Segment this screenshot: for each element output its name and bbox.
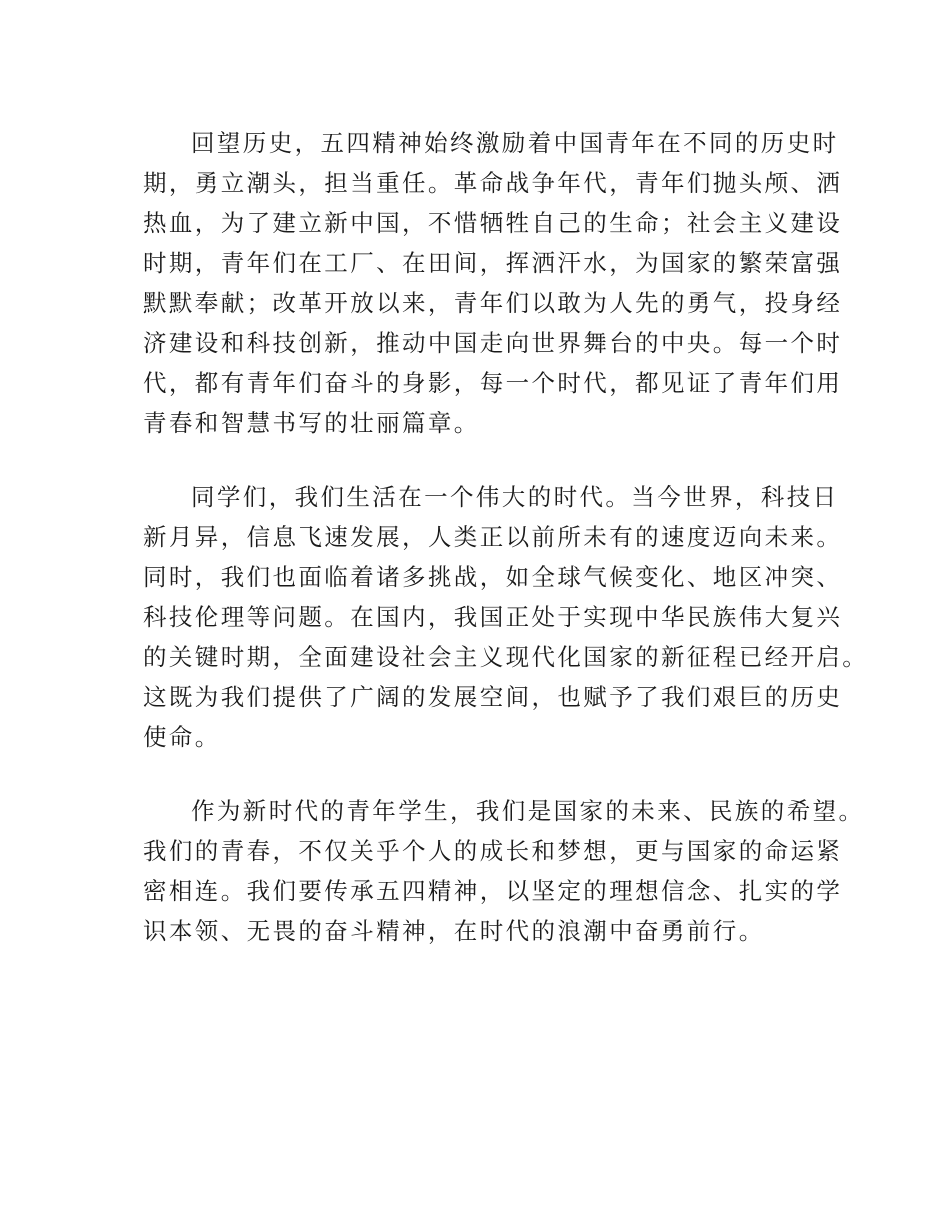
paragraph-line: 我们的青春，不仅关乎个人的成长和梦想，更与国家的命运紧 (143, 837, 843, 865)
paragraph-line: 同时，我们也面临着诸多挑战，如全球气候变化、地区冲突、 (143, 563, 843, 591)
paragraph-line: 代，都有青年们奋斗的身影，每一个时代，都见证了青年们用 (143, 369, 843, 397)
paragraph-line: 识本领、无畏的奋斗精神，在时代的浪潮中奋勇前行。 (143, 917, 765, 945)
paragraph-line: 作为新时代的青年学生，我们是国家的未来、民族的希望。 (191, 797, 865, 825)
paragraph-line: 默默奉献；改革开放以来，青年们以敢为人先的勇气，投身经 (143, 289, 843, 317)
paragraph-line: 期，勇立潮头，担当重任。革命战争年代，青年们抛头颅、洒 (143, 169, 843, 197)
paragraph-line: 时期，青年们在工厂、在田间，挥洒汗水，为国家的繁荣富强 (143, 249, 843, 277)
paragraph-line: 青春和智慧书写的壮丽篇章。 (143, 409, 480, 437)
paragraph-line: 科技伦理等问题。在国内，我国正处于实现中华民族伟大复兴 (143, 603, 843, 631)
paragraph-line: 使命。 (143, 723, 221, 751)
paragraph-line: 新月异，信息飞速发展，人类正以前所未有的速度迈向未来。 (143, 523, 843, 551)
paragraph-line: 回望历史，五四精神始终激励着中国青年在不同的历史时 (191, 129, 839, 157)
paragraph-line: 济建设和科技创新，推动中国走向世界舞台的中央。每一个时 (143, 329, 843, 357)
paragraph-line: 密相连。我们要传承五四精神，以坚定的理想信念、扎实的学 (143, 877, 843, 905)
paragraph-3 (143, 791, 865, 951)
paragraph-2 (143, 477, 869, 757)
paragraph-line: 这既为我们提供了广阔的发展空间，也赋予了我们艰巨的历史 (143, 683, 843, 711)
paragraph-line: 热血，为了建立新中国，不惜牺牲自己的生命；社会主义建设 (143, 209, 843, 237)
paragraph-line: 同学们，我们生活在一个伟大的时代。当今世界，科技日 (191, 483, 839, 511)
paragraph-line: 的关键时期，全面建设社会主义现代化国家的新征程已经开启。 (143, 643, 869, 671)
document-body (143, 123, 869, 985)
paragraph-1 (143, 123, 843, 443)
